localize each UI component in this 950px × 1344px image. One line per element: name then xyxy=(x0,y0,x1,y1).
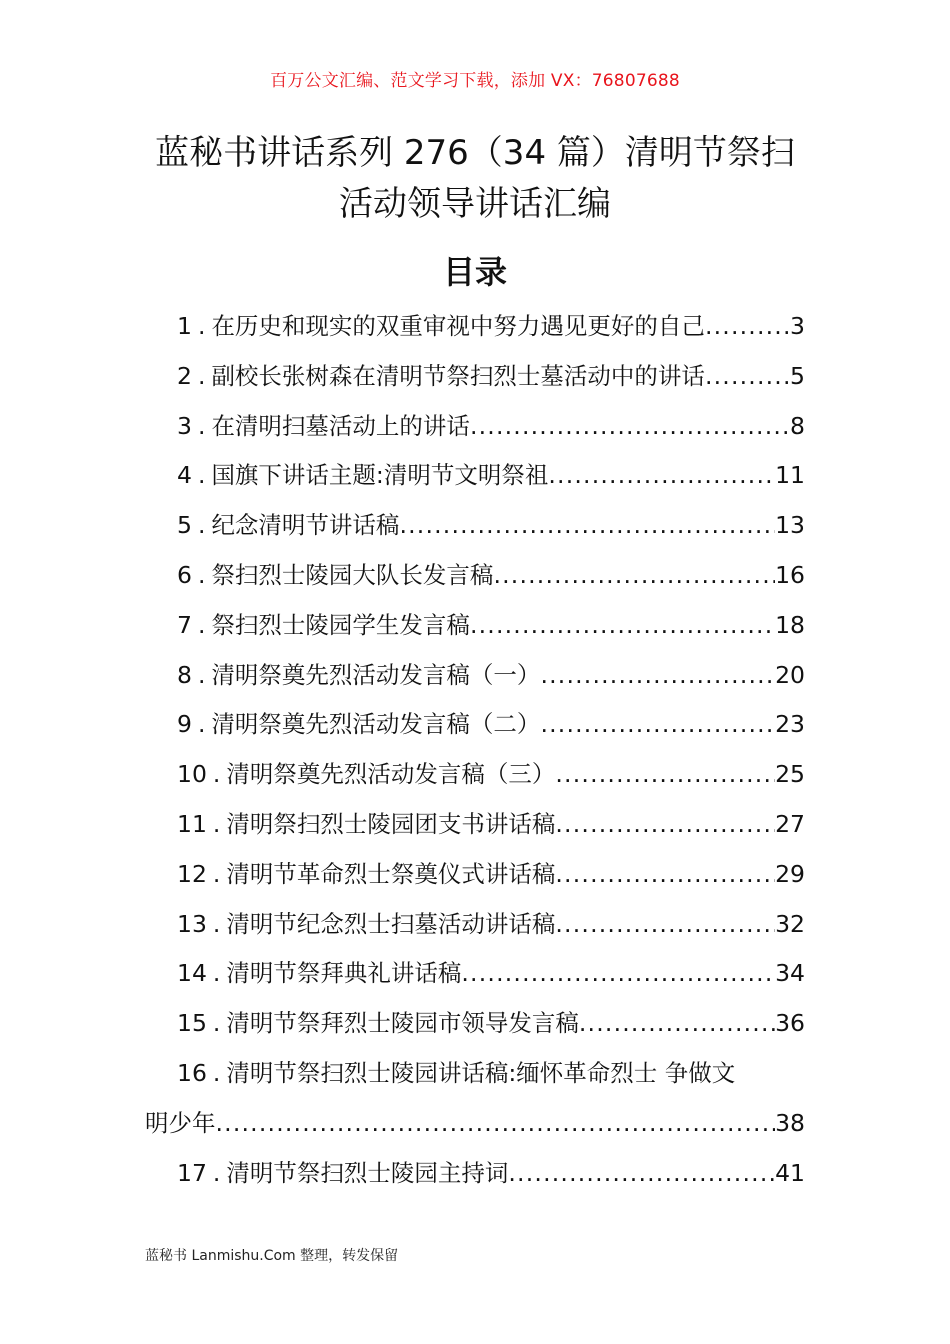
toc-entry-separator: . xyxy=(212,760,221,789)
toc-dot-leader xyxy=(216,1099,776,1149)
toc-entry-separator: . xyxy=(212,909,221,938)
toc-entry-number: 12 xyxy=(177,859,207,888)
toc-entry[interactable] xyxy=(145,850,805,900)
toc-entry-separator: . xyxy=(197,461,206,490)
toc-entry-title: 在清明扫墓活动上的讲话 xyxy=(211,411,470,440)
toc-entry-number: 17 xyxy=(177,1158,207,1187)
toc-entry[interactable] xyxy=(145,501,805,551)
toc-entry-title: 祭扫烈士陵园大队长发言稿 xyxy=(211,560,494,589)
toc-entry-number: 5 xyxy=(177,511,192,540)
toc-entry[interactable] xyxy=(145,900,805,950)
toc-entry[interactable] xyxy=(145,999,805,1049)
toc-entry-page: 16 xyxy=(775,560,805,589)
toc-entry-title: 清明节祭扫烈士陵园主持词 xyxy=(226,1158,509,1187)
toc-entry-number: 13 xyxy=(177,909,207,938)
toc-entry-page: 5 xyxy=(790,361,805,390)
toc-entry-separator: . xyxy=(197,312,206,340)
toc-entry-number: 8 xyxy=(177,660,192,689)
promo-header-note: 百万公文汇编、范文学习下载，添加 VX：76807688 xyxy=(270,71,680,91)
toc-dot-leader xyxy=(555,800,775,850)
toc-entry-title: 清明节祭拜典礼讲话稿 xyxy=(226,959,462,988)
toc-entry[interactable] xyxy=(145,451,805,501)
toc-entry-separator: . xyxy=(212,1058,221,1087)
toc-dot-leader xyxy=(508,1149,775,1199)
toc-entry-title: 清明祭奠先烈活动发言稿（三） xyxy=(226,760,556,789)
toc-entry-page: 38 xyxy=(775,1108,805,1137)
footer-credit-note: 蓝秘书 Lanmishu.Com 整理，转发保留 xyxy=(145,1248,399,1264)
toc-dot-leader xyxy=(470,402,790,452)
toc-dot-leader xyxy=(705,302,790,352)
toc-entry-title: 清明祭扫烈士陵园团支书讲话稿 xyxy=(226,809,556,838)
toc-entry-separator: . xyxy=(212,1158,221,1187)
toc-entry-separator: . xyxy=(197,511,206,540)
toc-entry[interactable] xyxy=(145,949,805,999)
toc-entry-page: 11 xyxy=(775,461,805,490)
toc-entry-page: 32 xyxy=(775,909,805,938)
toc-entry-separator: . xyxy=(212,859,221,888)
toc-entry-title: 清明祭奠先烈活动发言稿（二） xyxy=(211,710,541,739)
toc-entry-title: 清明节祭扫烈士陵园讲话稿:缅怀革命烈士 争做文 xyxy=(226,1058,736,1087)
toc-entry-page: 27 xyxy=(775,809,805,838)
toc-entry-number: 14 xyxy=(177,959,207,988)
toc-dot-leader xyxy=(705,352,790,402)
toc-entry[interactable] xyxy=(145,1049,805,1149)
toc-entry[interactable] xyxy=(145,800,805,850)
toc-entry-number: 15 xyxy=(177,1009,207,1038)
toc-dot-leader xyxy=(470,601,775,651)
toc-entry-page: 23 xyxy=(775,710,805,739)
toc-entry-separator: . xyxy=(197,560,206,589)
document-title xyxy=(140,128,810,230)
toc-entry-separator: . xyxy=(212,959,221,988)
toc-dot-leader xyxy=(579,999,775,1049)
toc-entry-title: 清明节纪念烈士扫墓活动讲话稿 xyxy=(226,909,556,938)
document-title-line-2: 活动领导讲话汇编 xyxy=(339,184,611,224)
toc-entry-page: 3 xyxy=(790,312,805,340)
toc-entry-title: 纪念清明节讲话稿 xyxy=(211,511,400,540)
toc-entry[interactable] xyxy=(145,651,805,701)
toc-entry[interactable] xyxy=(145,402,805,452)
toc-entry[interactable] xyxy=(145,1149,805,1199)
toc-heading: 目录 xyxy=(442,253,507,291)
toc-entry-number: 4 xyxy=(177,461,192,490)
toc-dot-leader xyxy=(493,551,775,601)
toc-entry-number: 10 xyxy=(177,760,207,789)
toc-entry-number: 3 xyxy=(177,411,192,440)
toc-entry[interactable] xyxy=(145,601,805,651)
toc-dot-leader xyxy=(461,949,775,999)
toc-entry-title: 副校长张树森在清明节祭扫烈士墓活动中的讲话 xyxy=(211,361,705,390)
document-title-line-1: 蓝秘书讲话系列 276（34 篇）清明节祭扫 xyxy=(155,133,795,173)
toc-entry[interactable] xyxy=(145,551,805,601)
toc-entry-separator: . xyxy=(197,361,206,390)
toc-entry-title: 清明节革命烈士祭奠仪式讲话稿 xyxy=(226,859,556,888)
toc-entry-page: 36 xyxy=(775,1009,805,1038)
toc-dot-leader xyxy=(548,451,775,501)
toc-entry-title: 清明节祭拜烈士陵园市领导发言稿 xyxy=(226,1009,579,1038)
toc-dot-leader xyxy=(555,750,775,800)
toc-dot-leader xyxy=(540,651,775,701)
toc-dot-leader xyxy=(555,900,775,950)
toc-entry-number: 2 xyxy=(177,361,192,390)
toc-entry-number: 7 xyxy=(177,610,192,639)
toc-dot-leader xyxy=(540,700,775,750)
toc-entry-page: 34 xyxy=(775,959,805,988)
toc-dot-leader xyxy=(399,501,775,551)
toc-entry-separator: . xyxy=(197,411,206,440)
toc-entry-separator: . xyxy=(197,610,206,639)
toc-entry-page: 13 xyxy=(775,511,805,540)
toc-entry-title-continued: 明少年 xyxy=(145,1108,216,1137)
toc-entry-title: 祭扫烈士陵园学生发言稿 xyxy=(211,610,470,639)
toc-entry-number: 16 xyxy=(177,1058,207,1087)
toc-entry-separator: . xyxy=(212,809,221,838)
toc-entry[interactable] xyxy=(145,302,805,352)
toc-entry[interactable] xyxy=(145,750,805,800)
toc-entry[interactable] xyxy=(145,700,805,750)
toc-entry-separator: . xyxy=(212,1009,221,1038)
toc-entry-separator: . xyxy=(197,660,206,689)
toc-entry-number: 9 xyxy=(177,710,192,739)
toc-entry-page: 29 xyxy=(775,859,805,888)
toc-entry-page: 18 xyxy=(775,610,805,639)
toc-entry-page: 41 xyxy=(775,1158,805,1187)
toc-entry-number: 6 xyxy=(177,560,192,589)
toc-entry-number: 1 xyxy=(177,312,192,340)
toc-entry-title: 在历史和现实的双重审视中努力遇见更好的自己 xyxy=(211,312,705,340)
toc-entry-page: 25 xyxy=(775,760,805,789)
toc-entry-title: 清明祭奠先烈活动发言稿（一） xyxy=(211,660,541,689)
toc-entry[interactable] xyxy=(145,352,805,402)
table-of-contents xyxy=(145,302,805,1198)
toc-entry-number: 11 xyxy=(177,809,207,838)
toc-entry-title: 国旗下讲话主题:清明节文明祭祖 xyxy=(211,461,549,490)
toc-entry-page: 20 xyxy=(775,660,805,689)
toc-dot-leader xyxy=(555,850,775,900)
toc-entry-separator: . xyxy=(197,710,206,739)
toc-entry-page: 8 xyxy=(790,411,805,440)
